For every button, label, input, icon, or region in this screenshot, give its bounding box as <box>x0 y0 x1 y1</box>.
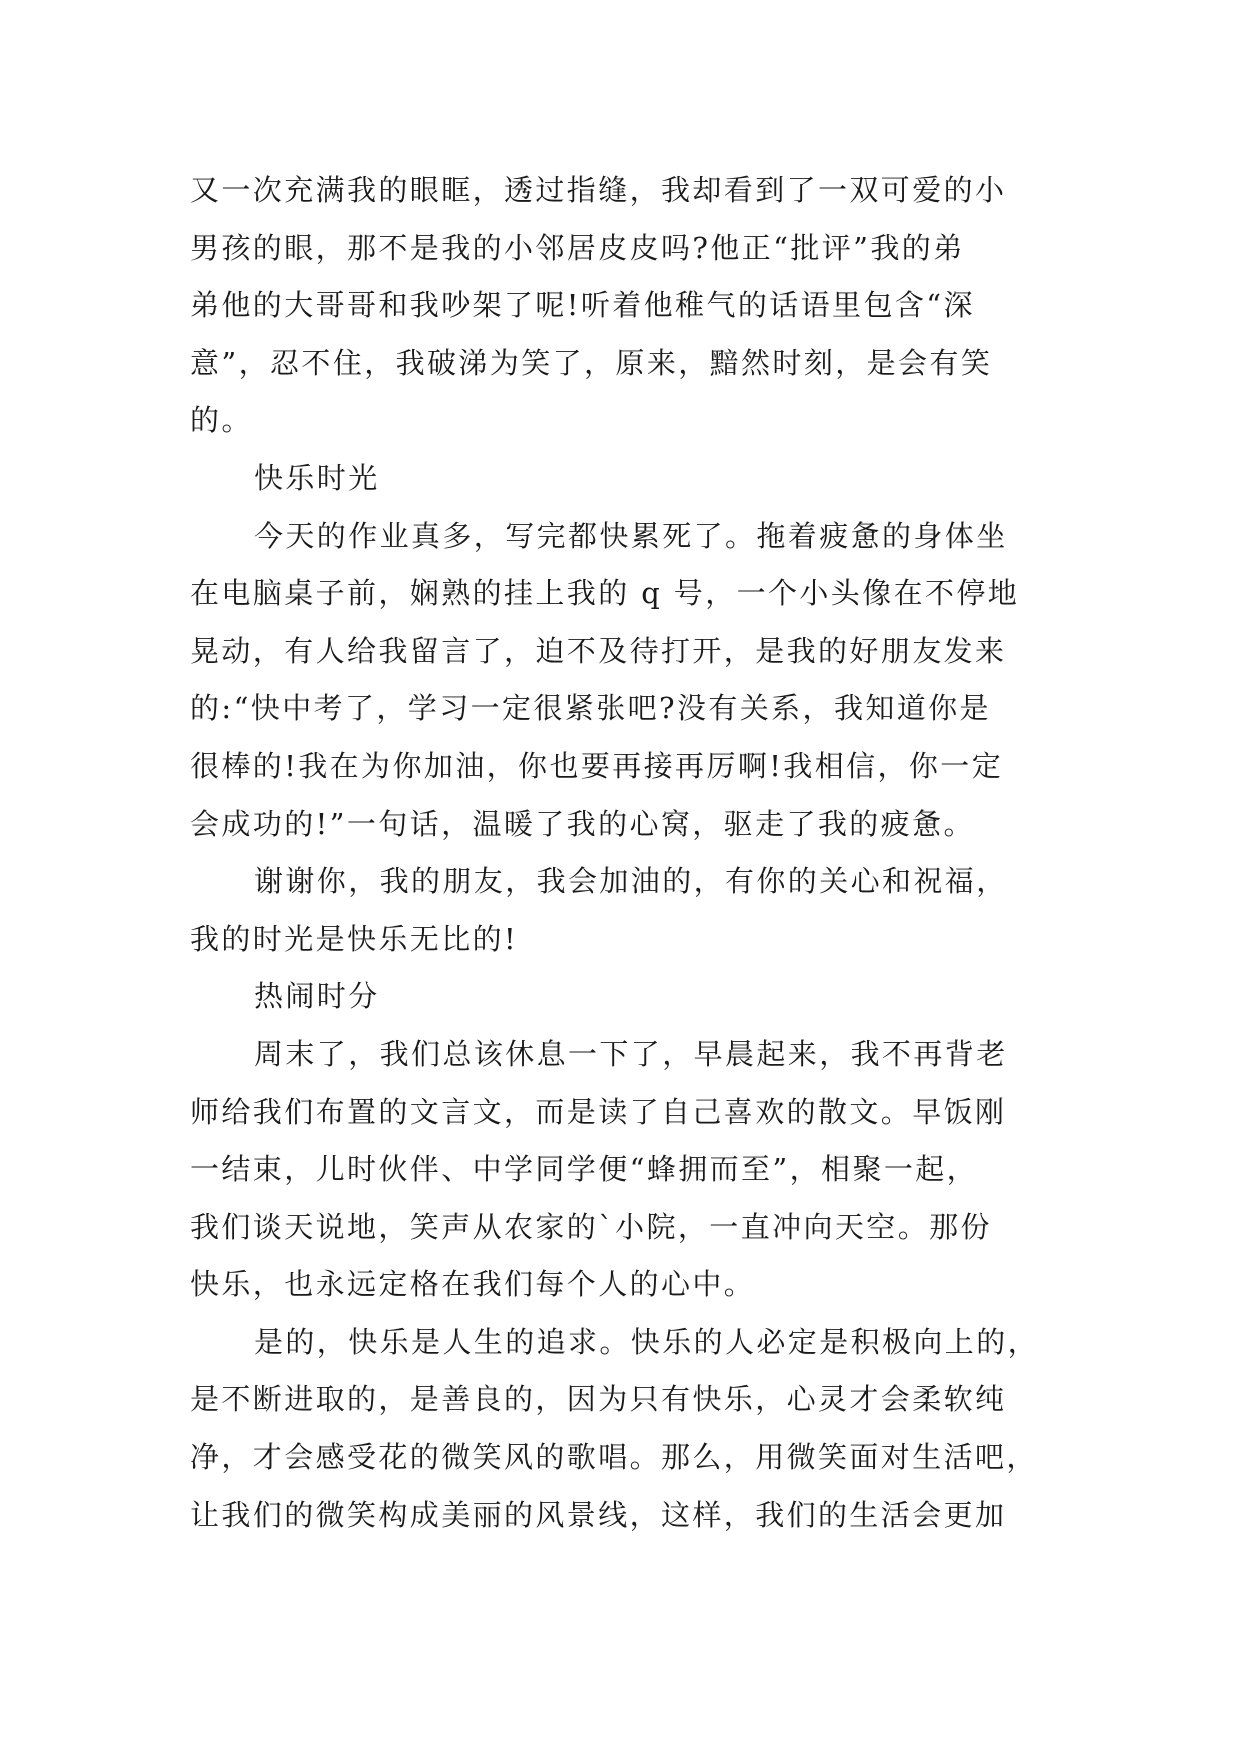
text-line: 让我们的微笑构成美丽的风景线，这样，我们的生活会更加 <box>190 1497 1007 1532</box>
text-line: 一结束，儿时伙伴、中学同学便“蜂拥而至”，相聚一起， <box>190 1152 979 1187</box>
text-line: 快乐，也永远定格在我们每个人的心中。 <box>190 1267 756 1302</box>
text-line: 又一次充满我的眼眶，透过指缝，我却看到了一双可爱的小 <box>190 173 1007 207</box>
text-line: 今天的作业真多，写完都快累死了。拖着疲惫的身体坐 <box>254 518 1008 553</box>
text-line: 男孩的眼，那不是我的小邻居皮皮吗?他正“批评”我的弟 <box>190 230 965 265</box>
text-line: 我们谈天说地，笑声从农家的`小院，一直冲向天空。那份 <box>190 1209 992 1244</box>
text-line: 是不断进取的，是善良的，因为只有快乐，心灵才会柔软纯 <box>190 1382 1007 1417</box>
text-line: 我的时光是快乐无比的! <box>190 921 519 956</box>
text-line: 在电脑桌子前，娴熟的挂上我的 q 号，一个小头像在不停地 <box>190 576 1020 611</box>
text-line: 是的，快乐是人生的追求。快乐的人必定是积极向上的， <box>254 1324 1040 1359</box>
text-line: 快乐时光 <box>254 460 380 495</box>
text-line: 热闹时分 <box>254 979 380 1014</box>
text-line: 会成功的!”一句话，温暖了我的心窝，驱走了我的疲惫。 <box>190 806 975 841</box>
text-line: 的。 <box>190 403 253 438</box>
text-line: 很棒的!我在为你加油，你也要再接再厉啊!我相信，你一定 <box>190 748 1004 783</box>
text-line: 净，才会感受花的微笑风的歌唱。那么，用微笑面对生活吧， <box>190 1440 1038 1475</box>
text-line: 弟他的大哥哥和我吵架了呢!听着他稚气的话语里包含“深 <box>190 288 975 323</box>
text-line: 的:“快中考了，学习一定很紧张吧?没有关系，我知道你是 <box>190 691 991 726</box>
essay-body <box>190 162 1070 1544</box>
text-line: 周末了，我们总该休息一下了，早晨起来，我不再背老 <box>254 1036 1008 1071</box>
text-line: 师给我们布置的文言文，而是读了自己喜欢的散文。早饭刚 <box>190 1094 1007 1129</box>
text-line: 意”，忍不住，我破涕为笑了，原来，黯然时刻，是会有笑 <box>190 345 993 380</box>
text-line: 谢谢你，我的朋友，我会加油的，有你的关心和祝福， <box>254 864 1008 899</box>
text-line: 晃动，有人给我留言了，迫不及待打开，是我的好朋友发来 <box>190 633 1007 668</box>
